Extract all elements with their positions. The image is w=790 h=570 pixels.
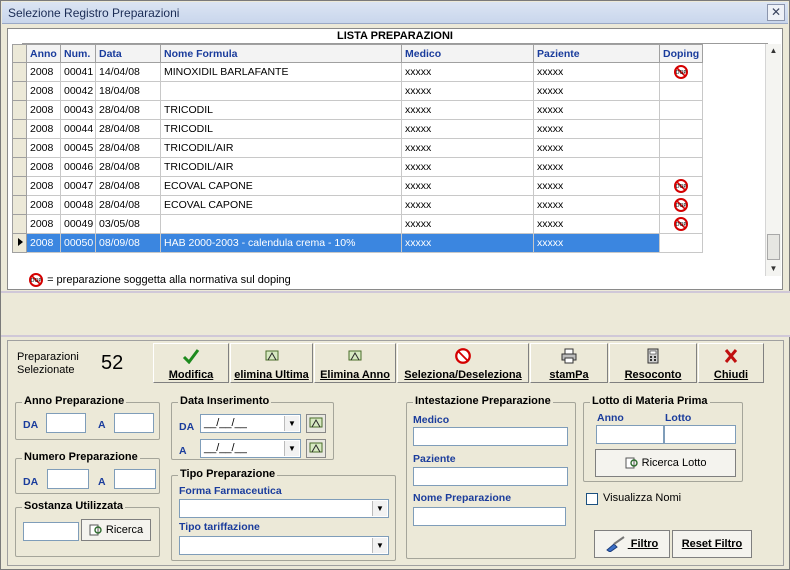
- cell-nome[interactable]: ECOVAL CAPONE: [161, 177, 402, 196]
- numero-preparazione-title: Numero Preparazione: [24, 451, 138, 463]
- window-title: Selezione Registro Preparazioni: [8, 6, 180, 20]
- cell-data[interactable]: 28/04/08: [96, 120, 161, 139]
- table-row[interactable]: [13, 215, 703, 234]
- eraser-icon: [307, 440, 325, 456]
- column-header-num[interactable]: Num.: [61, 45, 96, 63]
- cell-data[interactable]: 08/09/08: [96, 234, 161, 253]
- stampa-button[interactable]: [530, 343, 608, 383]
- cell-paziente[interactable]: xxxxx: [534, 139, 660, 158]
- table-row[interactable]: [13, 101, 703, 120]
- table-row[interactable]: [13, 82, 703, 101]
- elimina-anno-button[interactable]: [314, 343, 396, 383]
- sostanza-title: Sostanza Utilizzata: [24, 500, 124, 512]
- current-row-arrow-icon: [18, 238, 23, 246]
- medico-input[interactable]: [413, 427, 568, 446]
- anno-preparazione-title: Anno Preparazione: [24, 395, 125, 407]
- medico-label: Medico: [413, 414, 450, 426]
- cell-paziente[interactable]: xxxxx: [534, 234, 660, 253]
- preparations-grid-panel: [7, 28, 783, 290]
- scroll-down-arrow-icon[interactable]: ▼: [769, 264, 778, 273]
- lotto-anno-label: Anno: [597, 412, 624, 424]
- sostanza-input[interactable]: [23, 522, 79, 541]
- cell-anno[interactable]: 2008: [27, 196, 61, 215]
- scroll-thumb[interactable]: [767, 234, 780, 260]
- cell-doping[interactable]: [660, 177, 703, 196]
- grid-header-row: [13, 45, 703, 63]
- chiudi-label: Chiudi: [713, 369, 749, 381]
- elimina-ultima-label: elimina Ultima: [234, 369, 309, 381]
- paziente-input[interactable]: [413, 467, 568, 486]
- svg-text:DOP: DOP: [675, 70, 687, 76]
- anno-a-input[interactable]: [114, 413, 154, 433]
- row-indicator[interactable]: [13, 139, 27, 158]
- cell-paziente[interactable]: xxxxx: [534, 63, 660, 82]
- row-indicator-header: [13, 45, 27, 63]
- cell-data[interactable]: 28/04/08: [96, 196, 161, 215]
- svg-text:DOP: DOP: [675, 184, 687, 190]
- forma-farmaceutica-label: Forma Farmaceutica: [179, 485, 282, 497]
- doping-legend: [28, 273, 291, 287]
- tipo-tariffazione-select[interactable]: [179, 536, 389, 555]
- grid-vertical-scrollbar[interactable]: [765, 44, 781, 276]
- row-indicator[interactable]: [13, 215, 27, 234]
- eraser-icon: [307, 415, 325, 431]
- cell-anno[interactable]: 2008: [27, 177, 61, 196]
- cell-paziente[interactable]: xxxxx: [534, 177, 660, 196]
- cell-data[interactable]: 28/04/08: [96, 101, 161, 120]
- chevron-down-icon[interactable]: ▼: [372, 538, 387, 553]
- lotto-lotto-label: Lotto: [665, 412, 692, 424]
- data-da-clear-button[interactable]: [306, 414, 326, 433]
- cell-doping[interactable]: [660, 101, 703, 120]
- cell-nome[interactable]: TRICODIL: [161, 101, 402, 120]
- svg-text:DOP: DOP: [30, 278, 42, 284]
- cell-medico[interactable]: xxxxx: [402, 139, 534, 158]
- cell-medico[interactable]: xxxxx: [402, 82, 534, 101]
- splitter-band: [1, 291, 790, 337]
- cell-num[interactable]: 00044: [61, 120, 96, 139]
- table-row[interactable]: [13, 158, 703, 177]
- reset-filtro-label: Reset Filtro: [681, 538, 743, 550]
- data-a-picker[interactable]: [200, 439, 301, 458]
- search-document-icon: [625, 457, 639, 469]
- cell-num[interactable]: 00049: [61, 215, 96, 234]
- cell-anno[interactable]: 2008: [27, 82, 61, 101]
- paziente-label: Paziente: [413, 453, 456, 465]
- visualizza-nomi-checkbox[interactable]: [586, 493, 598, 505]
- preparations-table: [12, 44, 703, 253]
- cell-doping[interactable]: [660, 120, 703, 139]
- cell-data[interactable]: 18/04/08: [96, 82, 161, 101]
- row-indicator[interactable]: [13, 101, 27, 120]
- row-indicator[interactable]: [13, 63, 27, 82]
- cell-data[interactable]: 28/04/08: [96, 139, 161, 158]
- cell-paziente[interactable]: xxxxx: [534, 101, 660, 120]
- tipo-preparazione-title: Tipo Preparazione: [180, 468, 276, 480]
- seleziona-deseleziona-label: Seleziona/Deseleziona: [404, 369, 522, 381]
- cell-anno[interactable]: 2008: [27, 215, 61, 234]
- row-indicator[interactable]: [13, 158, 27, 177]
- cell-anno[interactable]: 2008: [27, 139, 61, 158]
- data-a-clear-button[interactable]: [306, 439, 326, 458]
- cell-paziente[interactable]: xxxxx: [534, 158, 660, 177]
- cell-anno[interactable]: 2008: [27, 101, 61, 120]
- nome-preparazione-input[interactable]: [413, 507, 566, 526]
- cell-nome[interactable]: TRICODIL: [161, 120, 402, 139]
- numero-da-label: DA: [23, 476, 39, 488]
- cell-num[interactable]: 00048: [61, 196, 96, 215]
- intestazione-title: Intestazione Preparazione: [415, 395, 551, 407]
- seleziona-deseleziona-button[interactable]: [397, 343, 529, 383]
- data-a-value: __/__/__: [204, 442, 247, 454]
- cell-data[interactable]: 14/04/08: [96, 63, 161, 82]
- chevron-down-icon[interactable]: ▼: [284, 441, 299, 456]
- doping-prohibited-icon: [673, 179, 689, 193]
- column-header-medico[interactable]: Medico: [402, 45, 534, 63]
- cell-nome[interactable]: TRICODIL/AIR: [161, 158, 402, 177]
- stampa-label: stamPa: [549, 369, 589, 381]
- scroll-up-arrow-icon[interactable]: ▲: [769, 46, 778, 55]
- cell-num[interactable]: 00041: [61, 63, 96, 82]
- cell-medico[interactable]: xxxxx: [402, 234, 534, 253]
- data-a-label: A: [179, 445, 187, 457]
- elimina-ultima-button[interactable]: [230, 343, 313, 383]
- checkmark-icon: [182, 348, 200, 364]
- doping-prohibited-icon: [454, 348, 472, 364]
- row-indicator[interactable]: [13, 120, 27, 139]
- column-header-data[interactable]: Data: [96, 45, 161, 63]
- cell-data[interactable]: 28/04/08: [96, 158, 161, 177]
- column-header-paziente[interactable]: Paziente: [534, 45, 660, 63]
- data-da-value: __/__/__: [204, 417, 247, 429]
- row-indicator[interactable]: [13, 82, 27, 101]
- table-row[interactable]: [13, 63, 703, 82]
- column-header-doping[interactable]: Doping: [660, 45, 703, 63]
- nome-preparazione-label: Nome Preparazione: [413, 492, 512, 504]
- visualizza-nomi-label: Visualizza Nomi: [603, 492, 682, 504]
- anno-a-label: A: [98, 419, 106, 431]
- cell-medico[interactable]: xxxxx: [402, 158, 534, 177]
- ricerca-lotto-button[interactable]: [595, 449, 736, 477]
- cell-nome[interactable]: MINOXIDIL BARLAFANTE: [161, 63, 402, 82]
- cell-doping[interactable]: [660, 215, 703, 234]
- cell-medico[interactable]: xxxxx: [402, 177, 534, 196]
- cell-nome[interactable]: TRICODIL/AIR: [161, 139, 402, 158]
- anno-da-label: DA: [23, 419, 39, 431]
- cell-paziente[interactable]: xxxxx: [534, 196, 660, 215]
- svg-text:DOP: DOP: [675, 203, 687, 209]
- cell-nome[interactable]: [161, 82, 402, 101]
- svg-text:DOP: DOP: [675, 222, 687, 228]
- cell-medico[interactable]: xxxxx: [402, 101, 534, 120]
- selected-count-label: Preparazioni Selezionate: [17, 351, 79, 376]
- tipo-tariffazione-label: Tipo tariffazione: [179, 521, 260, 533]
- cell-nome[interactable]: ECOVAL CAPONE: [161, 196, 402, 215]
- cell-paziente[interactable]: xxxxx: [534, 215, 660, 234]
- chiudi-button[interactable]: [698, 343, 764, 383]
- cell-doping[interactable]: [660, 139, 703, 158]
- close-x-icon: [722, 348, 740, 364]
- title-bar: [2, 2, 788, 24]
- table-row[interactable]: [13, 120, 703, 139]
- numero-a-input[interactable]: [114, 469, 156, 489]
- table-row[interactable]: [13, 196, 703, 215]
- cell-anno[interactable]: 2008: [27, 234, 61, 253]
- lotto-anno-input[interactable]: [596, 425, 664, 444]
- lotto-number-input[interactable]: [664, 425, 736, 444]
- legend-text: = preparazione soggetta alla normativa sul doping: [47, 273, 291, 286]
- chevron-down-icon[interactable]: ▼: [372, 501, 387, 516]
- cell-medico[interactable]: xxxxx: [402, 215, 534, 234]
- cell-data[interactable]: 03/05/08: [96, 215, 161, 234]
- table-row[interactable]: [13, 139, 703, 158]
- row-indicator[interactable]: [13, 196, 27, 215]
- cell-medico[interactable]: xxxxx: [402, 196, 534, 215]
- cell-medico[interactable]: xxxxx: [402, 63, 534, 82]
- cell-doping[interactable]: [660, 158, 703, 177]
- cell-num[interactable]: 00043: [61, 101, 96, 120]
- cell-doping[interactable]: [660, 63, 703, 82]
- column-header-anno[interactable]: Anno: [27, 45, 61, 63]
- eraser-icon: [346, 348, 364, 364]
- cell-doping[interactable]: [660, 196, 703, 215]
- cell-anno[interactable]: 2008: [27, 120, 61, 139]
- cell-anno[interactable]: 2008: [27, 63, 61, 82]
- forma-farmaceutica-select[interactable]: [179, 499, 389, 518]
- table-row[interactable]: [13, 177, 703, 196]
- ricerca-lotto-label: Ricerca Lotto: [641, 457, 707, 469]
- chevron-down-icon[interactable]: ▼: [284, 416, 299, 431]
- cell-paziente[interactable]: xxxxx: [534, 120, 660, 139]
- numero-da-input[interactable]: [47, 469, 89, 489]
- data-da-picker[interactable]: [200, 414, 301, 433]
- calculator-icon: [644, 348, 662, 364]
- resoconto-button[interactable]: [609, 343, 697, 383]
- filtro-label: Filtro: [630, 538, 659, 550]
- doping-prohibited-icon: [673, 217, 689, 231]
- cell-doping[interactable]: [660, 82, 703, 101]
- elimina-anno-label: Elimina Anno: [320, 369, 390, 381]
- cell-medico[interactable]: xxxxx: [402, 120, 534, 139]
- reset-filtro-button[interactable]: [672, 530, 752, 558]
- filtro-button[interactable]: [594, 530, 670, 558]
- grid-body: [13, 63, 703, 253]
- cell-num[interactable]: 00045: [61, 139, 96, 158]
- doping-prohibited-icon: [673, 65, 689, 79]
- data-da-label: DA: [179, 421, 195, 433]
- modifica-button[interactable]: [153, 343, 229, 383]
- row-indicator[interactable]: [13, 177, 27, 196]
- cell-nome[interactable]: [161, 215, 402, 234]
- data-inserimento-title: Data Inserimento: [180, 395, 270, 407]
- sostanza-ricerca-button[interactable]: [81, 519, 151, 541]
- cell-paziente[interactable]: xxxxx: [534, 82, 660, 101]
- sostanza-ricerca-label: Ricerca: [105, 524, 144, 536]
- selected-count-value: 52: [101, 352, 124, 374]
- cell-nome[interactable]: HAB 2000-2003 - calendula crema - 10%: [161, 234, 402, 253]
- cell-num[interactable]: 00050: [61, 234, 96, 253]
- doping-prohibited-icon: [673, 198, 689, 212]
- column-header-nome-formula[interactable]: Nome Formula: [161, 45, 402, 63]
- resoconto-label: Resoconto: [624, 369, 682, 381]
- modifica-label: Modifica: [168, 369, 214, 381]
- cell-num[interactable]: 00046: [61, 158, 96, 177]
- printer-icon: [560, 348, 578, 364]
- grid-caption: LISTA PREPARAZIONI: [22, 29, 768, 44]
- doping-prohibited-icon: [28, 273, 44, 287]
- numero-a-label: A: [98, 476, 106, 488]
- cell-doping[interactable]: [660, 234, 703, 253]
- cell-data[interactable]: 28/04/08: [96, 177, 161, 196]
- row-indicator[interactable]: [13, 234, 27, 253]
- lotto-title: Lotto di Materia Prima: [592, 395, 708, 407]
- cell-num[interactable]: 00042: [61, 82, 96, 101]
- cell-num[interactable]: 00047: [61, 177, 96, 196]
- cell-anno[interactable]: 2008: [27, 158, 61, 177]
- window-close-button[interactable]: ✕: [767, 4, 785, 21]
- search-document-icon: [89, 524, 103, 536]
- anno-da-input[interactable]: [46, 413, 86, 433]
- funnel-filter-icon: [606, 536, 628, 552]
- eraser-icon: [263, 348, 281, 364]
- table-row[interactable]: [13, 234, 703, 253]
